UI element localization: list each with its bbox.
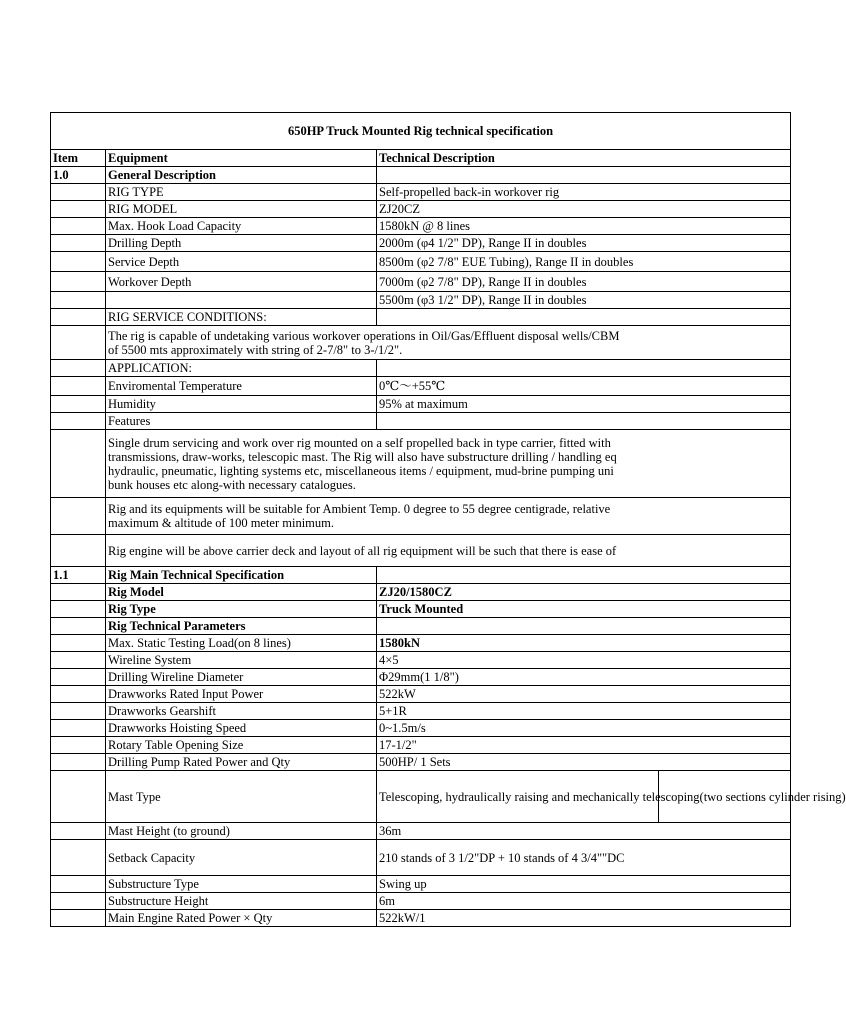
equipment-cell: Drawworks Gearshift — [106, 703, 377, 720]
table-row — [51, 326, 791, 360]
section-label: General Description — [106, 167, 377, 184]
application-label: APPLICATION: — [106, 360, 377, 377]
description-cell: Φ29mm(1 1/8") — [377, 669, 791, 686]
description-cell: 522kW — [377, 686, 791, 703]
equipment-cell: Workover Depth — [106, 272, 377, 292]
header-description: Technical Description — [377, 150, 791, 167]
description-cell: 5500m (φ3 1/2" DP), Range II in doubles — [377, 292, 791, 309]
equipment-cell: Rig Model — [106, 584, 377, 601]
features-text: Single drum servicing and work over rig mounted on a self propelled back in type carrier, fitted with transmissions, draw-works, telescopic mast. The Rig will also have substructure drilling / handling eq hydraulic, pneumatic, lighting systems etc, miscellaneous items / equipment, mud-brine pumping uni bunk houses etc along-with necessary catalogues. — [106, 430, 791, 498]
equipment-cell: Drilling Pump Rated Power and Qty — [106, 754, 377, 771]
equipment-cell: Drilling Wireline Diameter — [106, 669, 377, 686]
equipment-cell: Mast Height (to ground) — [106, 823, 377, 840]
table-row — [51, 309, 791, 326]
description-cell: 7000m (φ2 7/8" DP), Range II in doubles — [377, 272, 791, 292]
equipment-cell: Mast Type — [106, 771, 377, 823]
table-row — [51, 413, 791, 430]
equipment-cell: Setback Capacity — [106, 840, 377, 876]
table-row — [51, 771, 791, 823]
table-row — [51, 584, 791, 601]
section-number: 1.0 — [51, 167, 106, 184]
description-cell: 1580kN — [377, 635, 791, 652]
table-row — [51, 272, 791, 292]
page-title: 650HP Truck Mounted Rig technical specification — [51, 113, 791, 150]
description-cell: 4×5 — [377, 652, 791, 669]
table-row — [51, 669, 791, 686]
description-cell: 522kW/1 — [377, 910, 791, 927]
description-cell: 1580kN @ 8 lines — [377, 218, 791, 235]
table-row — [51, 201, 791, 218]
table-row — [51, 292, 791, 309]
description-cell: 6m — [377, 893, 791, 910]
description-cell: ZJ20CZ — [377, 201, 791, 218]
description-cell — [377, 618, 791, 635]
description-cell: ZJ20/1580CZ — [377, 584, 791, 601]
description-cell: 210 stands of 3 1/2"DP + 10 stands of 4 3/4""DC — [377, 840, 791, 876]
equipment-cell: Enviromental Temperature — [106, 377, 377, 396]
equipment-cell: Wireline System — [106, 652, 377, 669]
equipment-cell: Drilling Depth — [106, 235, 377, 252]
table-row — [51, 893, 791, 910]
spec-table — [50, 112, 846, 927]
equipment-cell: Drawworks Hoisting Speed — [106, 720, 377, 737]
table-row — [51, 720, 791, 737]
table-row — [51, 823, 791, 840]
equipment-cell: Substructure Height — [106, 893, 377, 910]
equipment-cell: Humidity — [106, 396, 377, 413]
table-row — [51, 396, 791, 413]
description-cell: 0℃～+55℃ — [377, 377, 791, 396]
equipment-cell: Features — [106, 413, 377, 430]
service-conditions-label: RIG SERVICE CONDITIONS: — [106, 309, 377, 326]
service-conditions-text: The rig is capable of undetaking various workover operations in Oil/Gas/Effluent disposal wells/CBM of 5500 mts approximately with string of 2-7/8" to 3-/1/2". — [106, 326, 791, 360]
table-row — [51, 840, 791, 876]
table-row — [51, 184, 791, 201]
table-row — [51, 252, 791, 272]
description-cell — [377, 413, 791, 430]
table-row — [51, 737, 791, 754]
description-cell: Truck Mounted — [377, 601, 791, 618]
ambient-text: Rig and its equipments will be suitable for Ambient Temp. 0 degree to 55 degree centigrade, relative maximum & altitude of 100 meter minimum. — [106, 498, 791, 535]
engine-text: Rig engine will be above carrier deck and layout of all rig equipment will be such that there is ease of — [106, 535, 791, 567]
table-row — [51, 618, 791, 635]
header-equipment: Equipment — [106, 150, 377, 167]
description-cell: 36m — [377, 823, 791, 840]
table-row — [51, 498, 791, 535]
table-row — [51, 876, 791, 893]
table-row — [51, 218, 791, 235]
description-cell: 17-1/2" — [377, 737, 791, 754]
section-row — [51, 167, 791, 184]
equipment-cell: Rotary Table Opening Size — [106, 737, 377, 754]
equipment-cell: Main Engine Rated Power × Qty — [106, 910, 377, 927]
equipment-cell: Max. Hook Load Capacity — [106, 218, 377, 235]
table-row — [51, 377, 791, 396]
section-row — [51, 567, 791, 584]
description-cell: 8500m (φ2 7/8" EUE Tubing), Range II in doubles — [377, 252, 791, 272]
equipment-cell: RIG TYPE — [106, 184, 377, 201]
table-row — [51, 635, 791, 652]
table-row — [51, 910, 791, 927]
equipment-cell: Max. Static Testing Load(on 8 lines) — [106, 635, 377, 652]
equipment-cell: Service Depth — [106, 252, 377, 272]
description-cell: 95% at maximum — [377, 396, 791, 413]
table-row — [51, 703, 791, 720]
table-row — [51, 601, 791, 618]
table-row — [51, 535, 791, 567]
table-header — [51, 150, 791, 167]
section-number: 1.1 — [51, 567, 106, 584]
description-cell: Swing up — [377, 876, 791, 893]
description-cell: 2000m (φ4 1/2" DP), Range II in doubles — [377, 235, 791, 252]
table-row — [51, 430, 791, 498]
description-cell: 0~1.5m/s — [377, 720, 791, 737]
table-row — [51, 235, 791, 252]
table-row — [51, 652, 791, 669]
equipment-cell: Rig Technical Parameters — [106, 618, 377, 635]
header-item: Item — [51, 150, 106, 167]
equipment-cell: Rig Type — [106, 601, 377, 618]
equipment-cell: Substructure Type — [106, 876, 377, 893]
section-label: Rig Main Technical Specification — [106, 567, 377, 584]
table-row — [51, 360, 791, 377]
description-cell: Self-propelled back-in workover rig — [377, 184, 791, 201]
spec-sheet — [50, 112, 846, 947]
description-cell: Telescoping, hydraulically raising and mechanically telescoping(two sections cylinder rising) — [377, 771, 659, 823]
equipment-cell — [106, 292, 377, 309]
table-row — [51, 686, 791, 703]
equipment-cell: RIG MODEL — [106, 201, 377, 218]
table-row — [51, 754, 791, 771]
description-cell: 500HP/ 1 Sets — [377, 754, 791, 771]
description-cell: 5+1R — [377, 703, 791, 720]
equipment-cell: Drawworks Rated Input Power — [106, 686, 377, 703]
